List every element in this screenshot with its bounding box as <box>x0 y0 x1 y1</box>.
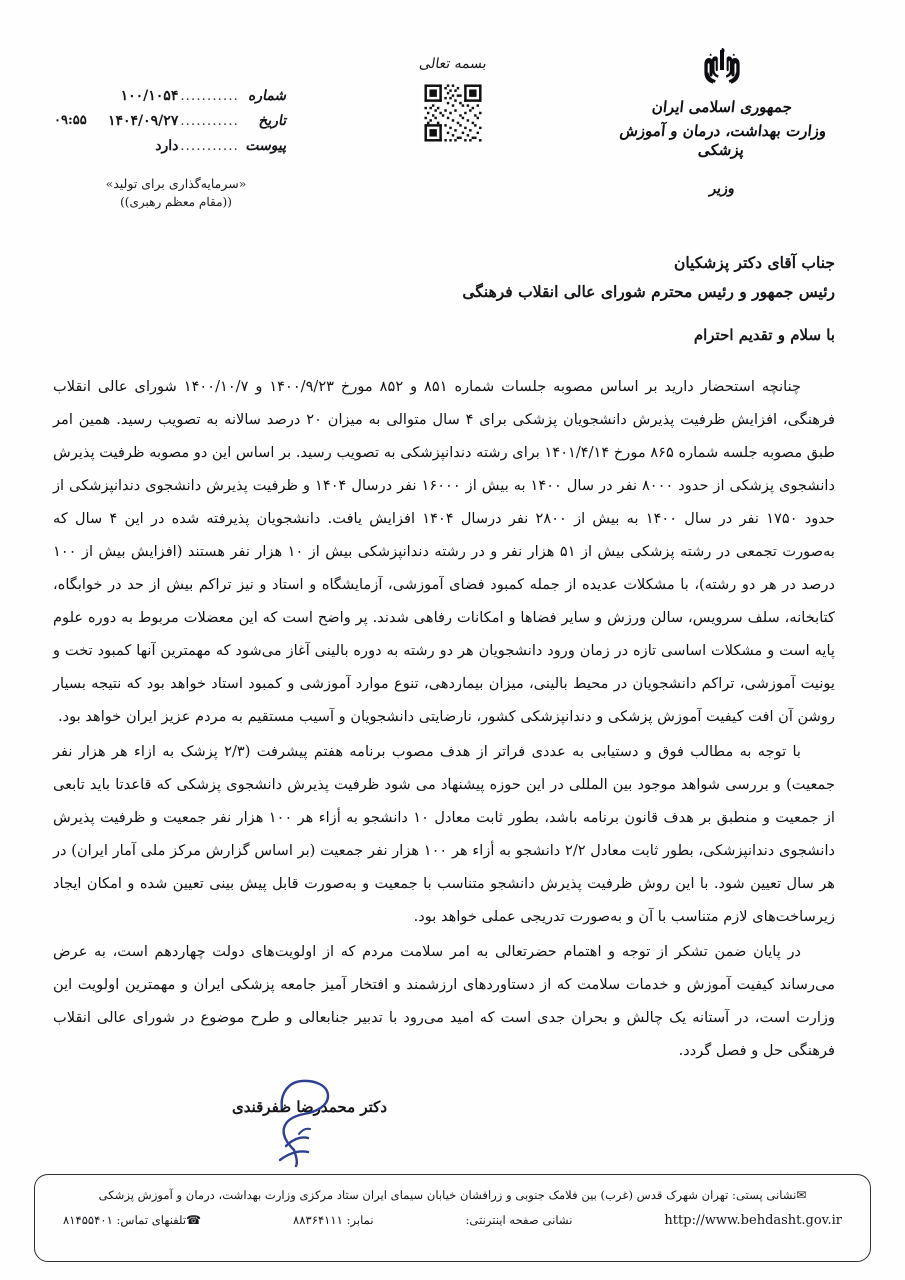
signatory-name: دکتر محمدرضا ظفرقندی <box>232 1098 387 1116</box>
footer-fax-label: نمابر: <box>346 1213 374 1228</box>
basmala-text: بسمه تعالی <box>417 56 488 72</box>
slogan-main-text: «سرمایه‌گذاری برای تولید» <box>105 176 247 191</box>
meta-dots-attachment: ........... <box>180 139 239 154</box>
footer-phone <box>63 1213 201 1227</box>
footer-contacts <box>57 1213 848 1228</box>
paragraph-3: در پایان ضمن تشکر از توجه و اهتمام حضرتعالی به امر سلامت مردم که از اولویت‌های دولت چهاردهم است، به عرض می‌رساند کیفیت آموزش و خدمات سلامت که از دستاوردهای ارزشمند و افتخار آمیز جامعه پزشکی ایران و مهمترین اولویت این وزارت است، در آستانه یک چالش و بحران جدی است که امید می‌رود با تدبیر جنابعالی و طرح موضوع در شورای عالی انقلاب فرهنگی حل و فصل گردد. <box>53 943 835 1059</box>
meta-value-date: ۱۴۰۴/۰۹/۲۷ <box>107 113 179 129</box>
letterhead-ministry: وزارت بهداشت، درمان و آموزش پزشکی <box>618 121 828 159</box>
addressee-block <box>55 248 835 307</box>
letter-meta <box>52 88 287 163</box>
addressee-title: رئیس جمهور و رئیس محترم شورای عالی انقلاب فرهنگی <box>462 282 835 302</box>
salutation: با سلام و تقدیم احترام <box>693 326 835 344</box>
footer-phone-label: تلفنهای تماس: <box>116 1213 187 1228</box>
slogan-attribution: ((مقام معظم رهبری)) <box>120 195 232 210</box>
meta-value-number: ۱۰۰/۱۰۵۴ <box>120 88 179 104</box>
letter-header <box>0 0 905 230</box>
footer-website-label: نشانی صفحه اینترنتی: <box>465 1213 573 1228</box>
basmala-block <box>383 56 523 144</box>
paragraph-1: چنانچه استحضار دارید بر اساس مصوبه جلسات شماره ۸۵۱ و ۸۵۲ مورخ ۱۴۰۰/۹/۲۳ و ۱۴۰۰/۱۰/۷ شورای عالی انقلاب فرهنگی، افزایش ظرفیت پذیرش دانشجویان پزشکی برای ۴ سال متوالی به میزان ۲۰ درصد سالانه به تصویب رسید. همین امر طبق مصوبه جلسه شماره ۸۶۵ مورخ ۱۴۰۱/۴/۱۴ برای رشته دندانپزشکی به تصویب رسید. بر اساس این دو مصوبه ظرفیت پذیرش دانشجوی پزشکی از حدود ۸۰۰۰ نفر در سال ۱۴۰۰ به بیش از ۱۶۰۰۰ نفر درسال ۱۴۰۴ و ظرفیت پذیرش دانشجوی دندانپزشکی از حدود ۱۷۵۰ نفر در سال ۱۴۰۰ به بیش از ۲۸۰۰ نفر درسال ۱۴۰۴ افزایش یافت. دانشجویان پذیرفته شده در این ۴ سال که به‌صورت تجمعی در رشته پزشکی بیش از ۵۱ هزار نفر و در رشته دندانپزشکی بیش از ۱۰ هزار نفر هستند (افزایش بیش از ۱۰۰ درصد در هر دو رشته)، با مشکلات عدیده از جمله کمبود فضای آموزشی، آزمایشگاه و استاد و نیز تراکم بیش از حد در خوابگاه، کتابخانه، سلف سرویس، سالن ورزش و سایر فضاها و امکانات رفاهی شدند. پر واضح است که این معضلات مربوط به دوره علوم پایه است و مشکلات اساسی تازه در زمان ورود دانشجویان هر دو رشته به دوره بالینی آغاز می‌شود که مهمترین آنها کمبود تخت و یونیت آموزشی، تراکم دانشجویان در محیط بالینی، میزان بیماردهی، تنوع موارد آموزشی و کمبود استاد خواهد بود که نتیجه بسیار روشن آن افت کیفیت آموزش پزشکی و دندانپزشکی کشور، نارضایتی دانشجویان و آسیب مستقیم به مردم عزیز ایران خواهد بود. <box>53 378 835 725</box>
footer-website-value[interactable]: http://www.behdasht.gov.ir <box>664 1213 842 1229</box>
signature-block <box>0 1088 905 1178</box>
footer-phone-value: ۸۱۴۵۵۴۰۱ <box>63 1213 113 1228</box>
meta-dots: ........... <box>180 89 239 104</box>
meta-label-number: شماره <box>247 88 289 104</box>
footer-fax <box>293 1213 374 1227</box>
telephone-icon: ☎ <box>186 1213 202 1228</box>
handwritten-signature-icon <box>236 1074 366 1174</box>
letterhead <box>597 46 847 199</box>
meta-row-number <box>52 88 287 113</box>
meta-row-date <box>52 113 287 138</box>
meta-label-attachment: پیوست <box>244 138 289 154</box>
meta-dots-date: ........... <box>180 114 239 129</box>
letterhead-role: وزیر <box>708 181 736 198</box>
meta-value-time: ۰۹:۵۵ <box>54 113 87 128</box>
envelope-icon: ✉ <box>796 1188 807 1202</box>
addressee-name: جناب آقای دکتر پزشکیان <box>673 253 835 272</box>
paragraph-2: با توجه به مطالب فوق و دستیابی به عددی فراتر از هدف مصوب برنامه هفتم پیشرفت (۲/۳ پزشک به ازاء هر هزار نفر جمعیت) و بررسی شواهد موجود بین المللی در این حوزه پیشنهاد می شود ظرفیت پذیرش دانشجوی پزشکی که قاعدتا باید تابعی از جمعیت و منطبق بر هدف قانون برنامه باشد، بطور ثابت معادل ۱۰ دانشجو به أزاء هر ۱۰۰ هزار نفر جمعیت و ظرفیت پذیرش دانشجوی دندانپزشکی، بطور ثابت معادل ۲/۲ دانشجو به أزاء هر ۱۰۰ هزار نفر جمعیت (بر اساس گزارش مرکز ملی آمار ایران) در هر سال تعیین شود. با این روش ظرفیت پذیرش دانشجو متناسب با جمعیت و به‌صورت قابل پیش بینی تعیین شده و امکان ایجاد زیرساخت‌های لازم متناسب با آن و به‌صورت تدریجی عملی خواهد بود. <box>53 743 835 925</box>
meta-label-date: تاریخ <box>257 113 289 129</box>
meta-value-attachment: دارد <box>155 138 179 154</box>
iran-emblem-icon <box>696 46 748 92</box>
meta-row-attachment <box>52 138 287 163</box>
footer-fax-value: ۸۸۳۶۴۱۱۱ <box>293 1213 343 1228</box>
qr-code-icon <box>422 82 484 144</box>
footer-address <box>57 1186 848 1204</box>
leader-slogan <box>56 174 296 212</box>
letter-body <box>53 370 835 1069</box>
footer-address-text: نشانی پستی: تهران شهرک قدس (غرب) بین فلامک جنوبی و زرافشان خیابان سیمای ایران ستاد مرکزی وزارت بهداشت، درمان و آموزش پزشکی <box>98 1188 797 1202</box>
letterhead-country: جمهوری اسلامی ایران <box>651 98 794 116</box>
footer-box <box>34 1174 871 1262</box>
